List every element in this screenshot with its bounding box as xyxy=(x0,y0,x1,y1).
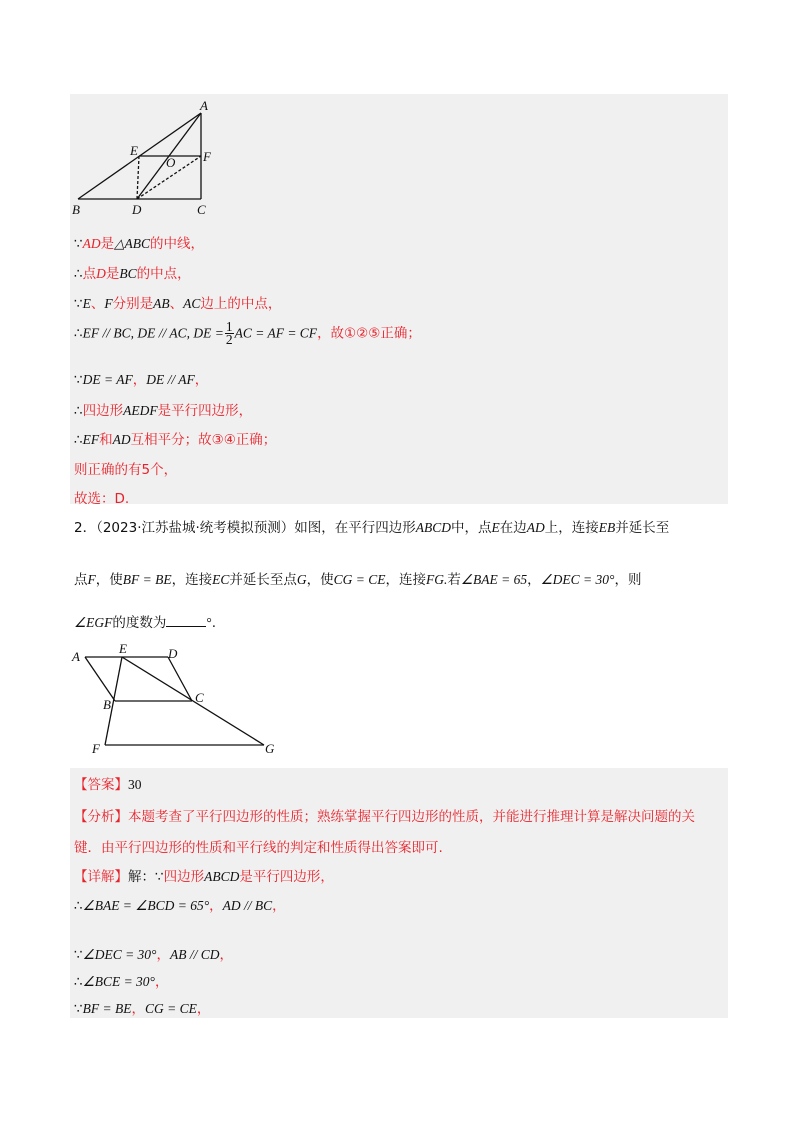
fig2-label-a: A xyxy=(72,649,80,664)
answer-value: 30 xyxy=(128,777,142,792)
sol1-line-3: ∵E、F分别是AB、AC边上的中点， xyxy=(74,296,282,312)
q2-line-1: 2．（2023·江苏盐城·统考模拟预测）如图，在平行四边形ABCD中，点E在边AD上，连接EB并延长至 xyxy=(74,520,670,536)
analysis-line-2: 键．由平行四边形的性质和平行线的判定和性质得出答案即可. xyxy=(74,840,443,856)
sol1-line-5: ∵DE = AF，DE // AF， xyxy=(74,372,209,388)
sol1-line-4: ∴EF // BC, DE // AC, DE = $\frac{1}{2}$ AC = AF = CF，故①②⑤正确； xyxy=(74,319,421,347)
q2-line-3: ∠EGF的度数为 °. xyxy=(74,615,217,631)
analysis-line-1: 【分析】本题考查了平行四边形的性质；熟练掌握平行四边形的性质，并能进行推理计算是解决问题的关 xyxy=(74,809,695,825)
fig2-label-f: F xyxy=(92,741,100,756)
fig1-label-b: B xyxy=(72,202,80,217)
sol1-line-1: ∵AD是△ABC的中线， xyxy=(74,236,204,252)
detail-line-5: ∵BF = BE，CG = CE， xyxy=(74,1001,211,1017)
analysis-tag: 【分析】 xyxy=(74,809,128,825)
sol1-line-7: ∴EF和AD互相平分；故③④正确； xyxy=(74,432,277,448)
fraction-one-half: $\frac{1}{2}$ xyxy=(225,319,233,347)
figure-2-parallelogram xyxy=(70,640,285,760)
fig2-label-e: E xyxy=(119,641,127,656)
sol1-line-6: ∴四边形AEDF是平行四边形， xyxy=(74,403,253,419)
fig2-label-d: D xyxy=(168,646,178,661)
fig1-label-e: E xyxy=(130,143,138,158)
sol1-line-9: 故选：D. xyxy=(74,491,130,507)
sol1-line-8: 则正确的有5个， xyxy=(74,462,178,478)
detail-line-1: 【详解】解：∵四边形ABCD是平行四边形， xyxy=(74,869,334,885)
fig1-label-a: A xyxy=(200,98,208,113)
fig1-label-f: F xyxy=(203,149,211,164)
sol1-line-2: ∴点D是BC的中点， xyxy=(74,266,191,282)
fig1-label-o: O xyxy=(166,155,176,170)
fig1-label-d: D xyxy=(132,202,142,217)
fig1-label-c: C xyxy=(197,202,206,217)
fig2-label-c: C xyxy=(195,690,204,705)
answer-tag: 【答案】 xyxy=(74,777,128,793)
detail-tag: 【详解】 xyxy=(74,869,128,885)
q2-line-2: 点F，使BF = BE，连接EC并延长至点G，使CG = CE，连接FG.若∠BAE = 65，∠DEC = 30°，则 xyxy=(74,572,642,588)
answer-line xyxy=(74,773,142,793)
answer-blank xyxy=(166,626,206,627)
figure-1-triangle xyxy=(70,96,220,220)
fig2-label-b: B xyxy=(103,697,111,712)
detail-line-2: ∴∠BAE = ∠BCD = 65°，AD // BC， xyxy=(74,898,286,914)
fig2-label-g: G xyxy=(265,741,275,756)
detail-line-4: ∴∠BCE = 30°， xyxy=(74,974,169,990)
detail-line-3: ∵∠DEC = 30°，AB // CD， xyxy=(74,947,233,963)
